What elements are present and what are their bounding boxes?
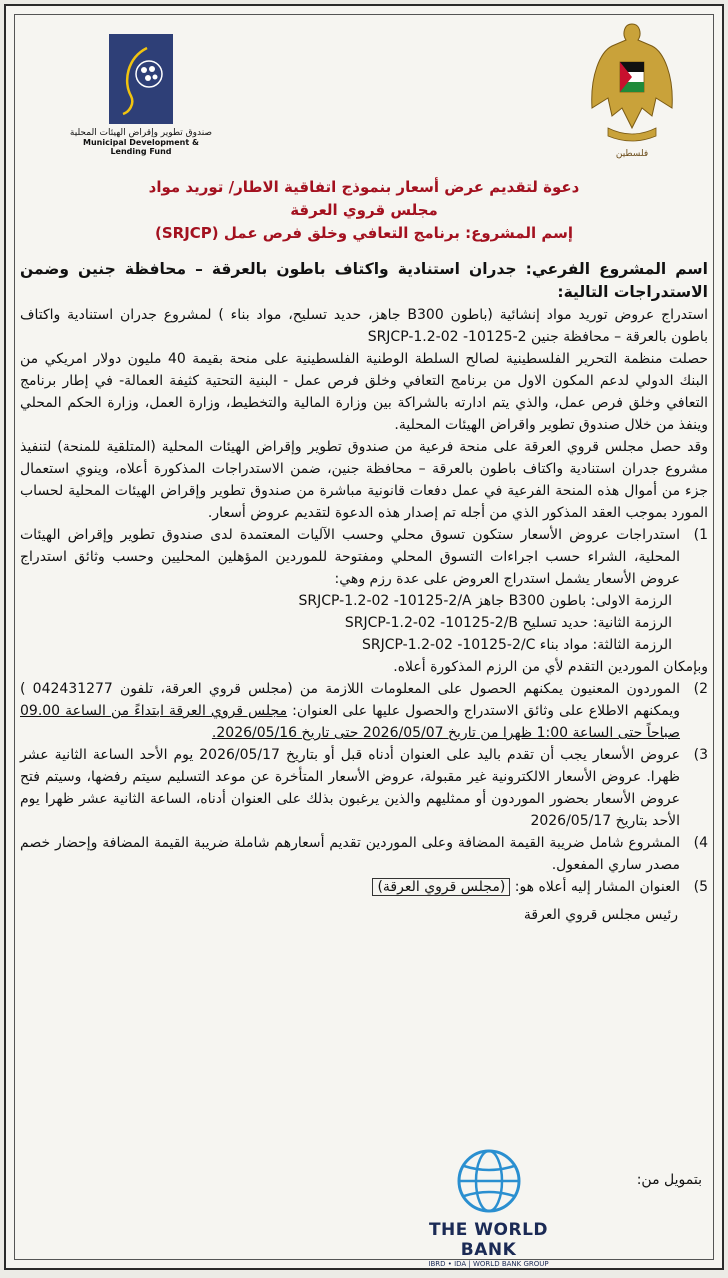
item-number: 1) — [693, 527, 708, 543]
title-block — [26, 176, 702, 245]
package-list — [20, 590, 708, 656]
package-3: الرزمة الثالثة: مواد بناء SRJCP-1.2-02 -10125-2/C — [362, 637, 672, 653]
header — [6, 6, 722, 166]
paragraph-2: حصلت منظمة التحرير الفلسطينية لصالح السلطة الوطنية الفلسطينية على منحة بقيمة 40 مليون دولار امريكي من البنك الدولي لدعم المكون الاول من برنامج التعافي وخلق فرص عمل - البنية التحتية كثيفة العمالة- في إطار برنامج التعافي وخلق فرص عمل، والذي يتم ادارته بالشراكة بين وزارة المالية والتخطيط، وزارة العمل، وزارة الحكم المحلي وينفذ من خلال صندوق تطوير واقراض الهيئات المحلية. — [20, 351, 708, 433]
list-item — [20, 832, 708, 876]
paragraph-1: استدراج عروض توريد مواد إنشائية (باطون B300 جاهز، حديد تسليح، مواد بناء ) لمشروع جدران استنادية واكتاف باطون بالعرقة – محافظة جنين 2-10125- SRJCP-1.2-02 — [20, 307, 709, 345]
item-text — [20, 876, 680, 898]
title-line-2: مجلس قروي العرقة — [290, 201, 438, 219]
mdlf-logo — [66, 34, 216, 156]
item-number: 4) — [693, 835, 708, 851]
package-1: الرزمة الاولى: باطون B300 جاهز SRJCP-1.2-02 -10125-2/A — [298, 593, 672, 609]
item-text-a: الموردون المعنيون يمكنهم الحصول على المعلومات اللازمة من (مجلس قروي العرقة، تلفون 042431277 ) ويمكنهم الاطلاع على وثائق الاستدراج والحصول عليها على العنوان: — [20, 681, 680, 719]
item-text — [20, 678, 680, 744]
list-item — [20, 524, 708, 590]
world-bank-globe-icon — [454, 1146, 524, 1216]
world-bank-tagline: IBRD • IDA | WORLD BANK GROUP — [428, 1260, 549, 1268]
announcement-body — [20, 258, 708, 926]
packages-note: وبإمكان الموردين التقدم لأي من الرزم المذكورة أعلاه. — [393, 659, 708, 675]
paragraph-3: وقد حصل مجلس قروي العرقة على منحة فرعية من صندوق تطوير وإقراض الهيئات المحلية (المتلقية للمنحة) لتنفيذ مشروع جدران استنادية واكتاف باطون بالعرقة – محافظة جنين، ضمن الاستدراجات المذكورة أعلاه، وينوي استعمال جزء من أموال هذه المنحة الفرعية في عمل دفعات قانونية مباشرة من صندوق تطوير وإقراض الهيئات المحلية لحساب المورد بموجب العقد المذكور الذي من أجله تم إصدار هذه الدعوة لتقديم عروض أسعار. — [20, 439, 708, 521]
address-box: (مجلس قروي العرقة) — [372, 878, 510, 896]
list-item — [20, 678, 708, 744]
title-line-3: إسم المشروع: برنامج التعافي وخلق فرص عمل (SRJCP) — [155, 224, 573, 242]
list-item — [20, 876, 708, 898]
title-line-1: دعوة لتقديم عرض أسعار بنموذج اتفاقية الاطار/ توريد مواد — [148, 178, 580, 196]
list-item — [20, 744, 708, 832]
subproject-heading: اسم المشروع الفرعي: جدران استنادية واكتاف باطون بالعرقة – محافظة جنين وضمن الاستدراجات التالية: — [20, 260, 708, 301]
mdlf-name-en: Municipal Development & Lending Fund — [83, 138, 199, 156]
item-text-b: مجلس قروي العرقة ابتداءً من الساعة 09.00 صباحاً حتى الساعة 1:00 ظهرا من تاريخ 2026/05/07 حتى تاريخ 2026/05/16. — [20, 703, 680, 741]
palestine-emblem-icon — [582, 16, 682, 161]
funding-label: بتمويل من: — [636, 1172, 702, 1188]
announcement-page — [4, 4, 724, 1270]
world-bank-name: THE WORLD BANK — [428, 1220, 549, 1260]
item-text: استدراجات عروض الأسعار ستكون تسوق محلي وحسب الآليات المعتمدة لدى صندوق تطوير وإقراض الهيئات المحلية، الشراء حسب اجراءات التسوق المحلي ومفتوحة للموردين المؤهلين المحليين وحسب وثائق استدراج عروض الأسعار يشمل استدراج العروض على عدة رزم وهي: — [20, 527, 680, 587]
item-number: 3) — [693, 747, 708, 763]
item-text-a: العنوان المشار إليه أعلاه هو: — [514, 879, 680, 895]
signature: رئيس مجلس قروي العرقة — [523, 907, 678, 923]
mdlf-logo-mark-icon — [109, 34, 173, 124]
package-2: الرزمة الثانية: حديد تسليح SRJCP-1.2-02 -10125-2/B — [344, 615, 672, 631]
item-number: 5) — [693, 879, 708, 895]
item-text: المشروع شامل ضريبة القيمة المضافة وعلى الموردين تقديم أسعارهم شاملة ضريبة القيمة المضافة وإحضار خصم مصدر ساري المفعول. — [20, 835, 680, 873]
world-bank-logo — [401, 1146, 576, 1268]
item-number: 2) — [693, 681, 708, 697]
mdlf-name-ar: صندوق تطوير وإقراض الهيئات المحلية — [69, 128, 213, 138]
emblem-caption: فلسطين — [615, 149, 649, 159]
item-text: عروض الأسعار يجب أن تقدم باليد على العنوان أدناه قبل أو بتاريخ 2026/05/17 يوم الأحد الساعة الثانية عشر ظهرا. عروض الأسعار الالكترونية غير مقبولة، عروض الأسعار المتأخرة عن موعد التسليم سيتم رفضها، وسيتم فتح عروض الأسعار بحضور الموردون أو ممثليهم والذين يرغبون بذلك على العنوان أدناه، الساعة الثانية عشر ظهرا يوم الأحد بتاريخ 2026/05/17 — [20, 747, 680, 829]
